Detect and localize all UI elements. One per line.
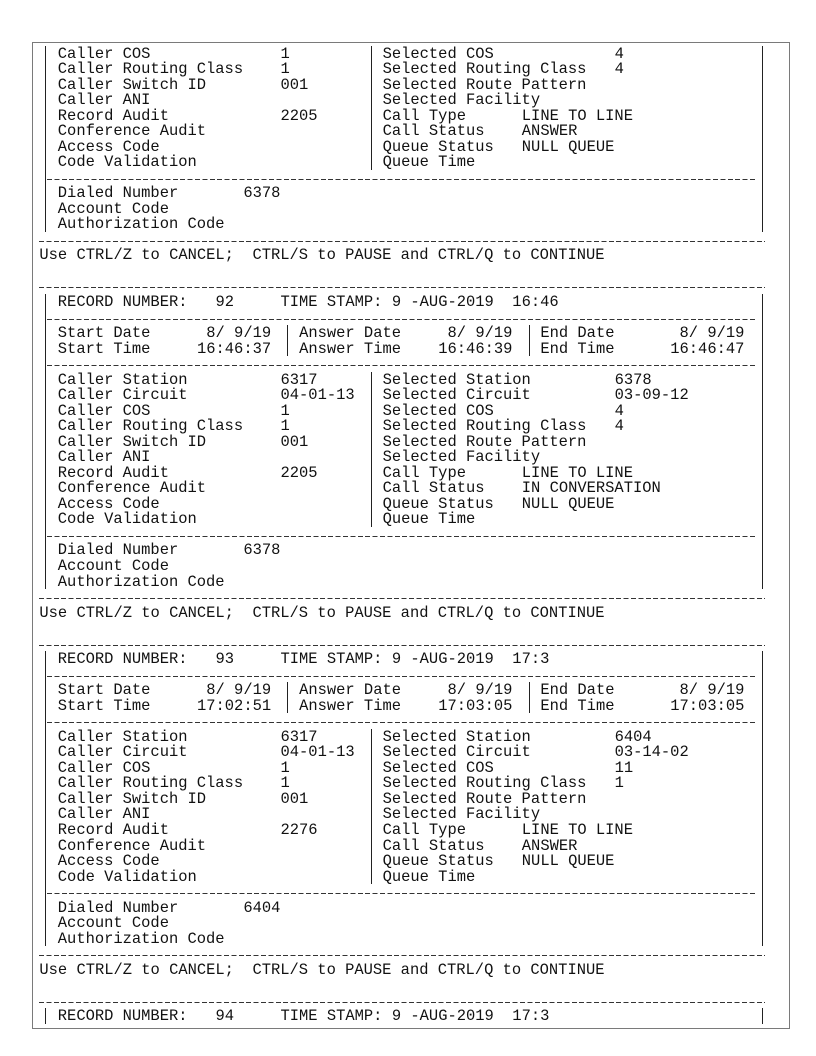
selected-field-label: Queue Status: [382, 852, 494, 871]
selected-field-label: Call Status: [382, 836, 485, 855]
vertical-divider: [45, 1008, 46, 1024]
selected-field-label: Selected Facility: [382, 805, 541, 824]
selected-field-value: NULL QUEUE: [521, 137, 615, 156]
caller-field-label: Caller COS: [57, 758, 151, 777]
selected-field-value: NULL QUEUE: [521, 494, 615, 513]
record-number-label: RECORD NUMBER:: [57, 1007, 188, 1026]
selected-field-label: Queue Status: [382, 494, 494, 513]
answer-time-value: 16:46:39: [438, 339, 513, 358]
selected-field-value: 4: [614, 60, 624, 79]
selected-field-label: Selected Routing Class: [382, 60, 587, 79]
selected-field-label: Selected COS: [382, 401, 494, 420]
caller-field-label: Conference Audit: [57, 122, 207, 141]
selected-field-value: 6378: [614, 370, 652, 389]
selected-field-label: Queue Time: [382, 867, 476, 886]
selected-field-label: Selected Route Pattern: [382, 75, 587, 94]
start-date-label: Start Date: [57, 324, 151, 343]
end-time-label: End Time: [540, 339, 615, 358]
caller-field-value: 1: [280, 417, 290, 436]
vertical-divider: [762, 46, 763, 232]
caller-field-value: 1: [280, 401, 290, 420]
caller-field-label: Caller Switch ID: [57, 432, 207, 451]
caller-field-label: Caller ANI: [57, 805, 151, 824]
caller-field-label: Access Code: [57, 494, 160, 513]
answer-time-label: Answer Time: [299, 339, 401, 358]
dashed-separator: [47, 365, 757, 366]
time-stamp-value: 9 -AUG-2019 17:3: [391, 650, 550, 669]
dashed-separator: [47, 319, 757, 320]
selected-field-label: Queue Time: [382, 153, 476, 172]
selected-field-label: Queue Status: [382, 137, 494, 156]
dashed-separator: [47, 893, 757, 894]
dashed-separator: [47, 722, 757, 723]
dashed-separator: [39, 241, 765, 242]
start-time-label: Start Time: [57, 696, 151, 715]
control-keys-prompt: Use CTRL/Z to CANCEL; CTRL/S to PAUSE and CTRL/Q to CONTINUE: [39, 960, 605, 979]
caller-field-value: 1: [280, 60, 290, 79]
control-keys-prompt: Use CTRL/Z to CANCEL; CTRL/S to PAUSE and CTRL/Q to CONTINUE: [39, 603, 605, 622]
selected-field-value: LINE TO LINE: [521, 106, 633, 125]
caller-field-label: Caller Circuit: [57, 743, 188, 762]
caller-field-value: 001: [280, 432, 309, 451]
vertical-divider: [287, 325, 288, 356]
dashed-separator: [39, 645, 765, 646]
time-stamp-label: TIME STAMP:: [280, 650, 383, 669]
caller-field-label: Conference Audit: [57, 836, 207, 855]
caller-field-value: 04-01-13: [280, 743, 355, 762]
selected-field-label: Selected Station: [382, 370, 531, 389]
selected-field-label: Call Type: [382, 821, 466, 839]
selected-field-value: LINE TO LINE: [521, 821, 633, 839]
dashed-separator: [39, 598, 765, 599]
caller-field-value: 2205: [280, 106, 318, 125]
control-keys-prompt: Use CTRL/Z to CANCEL; CTRL/S to PAUSE and CTRL/Q to CONTINUE: [39, 246, 605, 265]
caller-field-label: Record Audit: [57, 463, 169, 482]
vertical-divider: [45, 651, 46, 946]
dashed-separator: [39, 287, 765, 288]
caller-field-label: Access Code: [57, 137, 160, 156]
time-stamp-label: TIME STAMP:: [280, 292, 383, 311]
selected-field-value: ANSWER: [521, 122, 578, 141]
caller-field-label: Caller Routing Class: [57, 60, 244, 79]
dashed-separator: [39, 955, 765, 956]
answer-date-label: Answer Date: [299, 681, 401, 700]
caller-field-label: Caller Switch ID: [57, 75, 207, 94]
answer-date-value: 8/ 9/19: [447, 681, 513, 700]
bottom-field-label: Account Code: [57, 556, 169, 575]
selected-field-label: Selected Route Pattern: [382, 432, 587, 451]
record-number-value: 93: [215, 650, 235, 669]
caller-field-label: Caller COS: [57, 44, 151, 63]
selected-field-value: 6404: [614, 727, 652, 746]
bottom-field-value: 6378: [243, 541, 281, 560]
vertical-divider: [762, 651, 763, 946]
caller-field-label: Conference Audit: [57, 479, 207, 498]
bottom-field-label: Dialed Number: [57, 898, 179, 917]
time-stamp-value: 9 -AUG-2019 17:3: [391, 1007, 550, 1026]
selected-field-label: Selected Routing Class: [382, 774, 587, 793]
end-date-label: End Date: [540, 324, 615, 343]
selected-field-label: Selected COS: [382, 44, 494, 63]
vertical-divider: [762, 294, 763, 589]
selected-field-value: 11: [614, 758, 634, 777]
dashed-separator: [39, 1002, 765, 1003]
selected-field-label: Queue Time: [382, 510, 476, 529]
caller-field-value: 2205: [280, 463, 318, 482]
vertical-divider: [287, 682, 288, 713]
answer-time-value: 17:03:05: [438, 696, 513, 715]
vertical-divider: [762, 1008, 763, 1024]
vertical-divider: [45, 46, 46, 232]
selected-field-value: NULL QUEUE: [521, 852, 615, 871]
bottom-field-value: 6378: [243, 184, 281, 203]
caller-field-label: Code Validation: [57, 867, 197, 886]
selected-field-label: Selected Routing Class: [382, 417, 587, 436]
caller-field-label: Caller ANI: [57, 448, 151, 467]
end-time-value: 16:46:47: [670, 339, 745, 358]
caller-field-label: Caller Station: [57, 370, 188, 389]
vertical-divider: [529, 325, 530, 356]
caller-field-value: 1: [280, 758, 290, 777]
column-divider: [371, 729, 372, 884]
time-stamp-label: TIME STAMP:: [280, 1007, 383, 1026]
caller-field-value: 1: [280, 44, 290, 63]
selected-field-label: Call Type: [382, 106, 466, 125]
selected-field-label: Selected Facility: [382, 448, 541, 467]
selected-field-label: Call Status: [382, 122, 485, 141]
start-date-value: 8/ 9/19: [206, 681, 272, 700]
selected-field-value: 4: [614, 417, 624, 436]
bottom-field-label: Dialed Number: [57, 184, 179, 203]
selected-field-label: Selected Facility: [382, 91, 541, 110]
answer-time-label: Answer Time: [299, 696, 401, 715]
vertical-divider: [45, 294, 46, 589]
bottom-field-label: Account Code: [57, 199, 169, 218]
bottom-field-label: Authorization Code: [57, 929, 225, 948]
caller-field-label: Code Validation: [57, 510, 197, 529]
selected-field-value: 03-09-12: [614, 386, 689, 405]
start-time-value: 17:02:51: [197, 696, 272, 715]
selected-field-label: Selected Circuit: [382, 386, 531, 405]
bottom-field-label: Authorization Code: [57, 215, 225, 234]
bottom-field-value: 6404: [243, 898, 281, 917]
bottom-field-label: Account Code: [57, 914, 169, 933]
selected-field-value: 4: [614, 401, 624, 420]
caller-field-label: Record Audit: [57, 821, 169, 839]
selected-field-label: Selected Station: [382, 727, 531, 746]
selected-field-label: Selected COS: [382, 758, 494, 777]
selected-field-label: Selected Route Pattern: [382, 789, 587, 808]
end-date-value: 8/ 9/19: [679, 681, 745, 700]
caller-field-value: 2276: [280, 821, 318, 839]
selected-field-label: Call Status: [382, 479, 485, 498]
end-date-label: End Date: [540, 681, 615, 700]
start-date-value: 8/ 9/19: [206, 324, 272, 343]
caller-field-label: Caller Routing Class: [57, 774, 244, 793]
vertical-divider: [529, 682, 530, 713]
bottom-field-label: Dialed Number: [57, 541, 179, 560]
column-divider: [371, 372, 372, 527]
column-divider: [371, 46, 372, 170]
caller-field-value: 001: [280, 75, 309, 94]
selected-field-value: 1: [614, 774, 624, 793]
selected-field-value: ANSWER: [521, 836, 578, 855]
caller-field-label: Caller Switch ID: [57, 789, 207, 808]
selected-field-value: IN CONVERSATION: [521, 479, 661, 498]
record-number-value: 94: [215, 1007, 235, 1026]
record-number-label: RECORD NUMBER:: [57, 650, 188, 669]
selected-field-label: Selected Circuit: [382, 743, 531, 762]
end-time-label: End Time: [540, 696, 615, 715]
start-time-label: Start Time: [57, 339, 151, 358]
selected-field-value: 4: [614, 44, 624, 63]
selected-field-label: Call Type: [382, 463, 466, 482]
caller-field-label: Code Validation: [57, 153, 197, 172]
record-number-value: 92: [215, 292, 235, 311]
bottom-field-label: Authorization Code: [57, 572, 225, 591]
dashed-separator: [47, 536, 757, 537]
answer-date-value: 8/ 9/19: [447, 324, 513, 343]
caller-field-value: 001: [280, 789, 309, 808]
dashed-separator: [47, 179, 757, 180]
answer-date-label: Answer Date: [299, 324, 401, 343]
record-number-label: RECORD NUMBER:: [57, 292, 188, 311]
start-date-label: Start Date: [57, 681, 151, 700]
dashed-separator: [47, 676, 757, 677]
caller-field-label: Access Code: [57, 852, 160, 871]
selected-field-value: 03-14-02: [614, 743, 689, 762]
caller-field-value: 1: [280, 774, 290, 793]
caller-field-value: 6317: [280, 727, 318, 746]
caller-field-label: Caller ANI: [57, 91, 151, 110]
caller-field-value: 04-01-13: [280, 386, 355, 405]
selected-field-value: LINE TO LINE: [521, 463, 633, 482]
start-time-value: 16:46:37: [197, 339, 272, 358]
end-time-value: 17:03:05: [670, 696, 745, 715]
caller-field-label: Caller COS: [57, 401, 151, 420]
caller-field-value: 6317: [280, 370, 318, 389]
time-stamp-value: 9 -AUG-2019 16:46: [391, 292, 559, 311]
caller-field-label: Caller Station: [57, 727, 188, 746]
caller-field-label: Caller Routing Class: [57, 417, 244, 436]
caller-field-label: Record Audit: [57, 106, 169, 125]
end-date-value: 8/ 9/19: [679, 324, 745, 343]
caller-field-label: Caller Circuit: [57, 386, 188, 405]
